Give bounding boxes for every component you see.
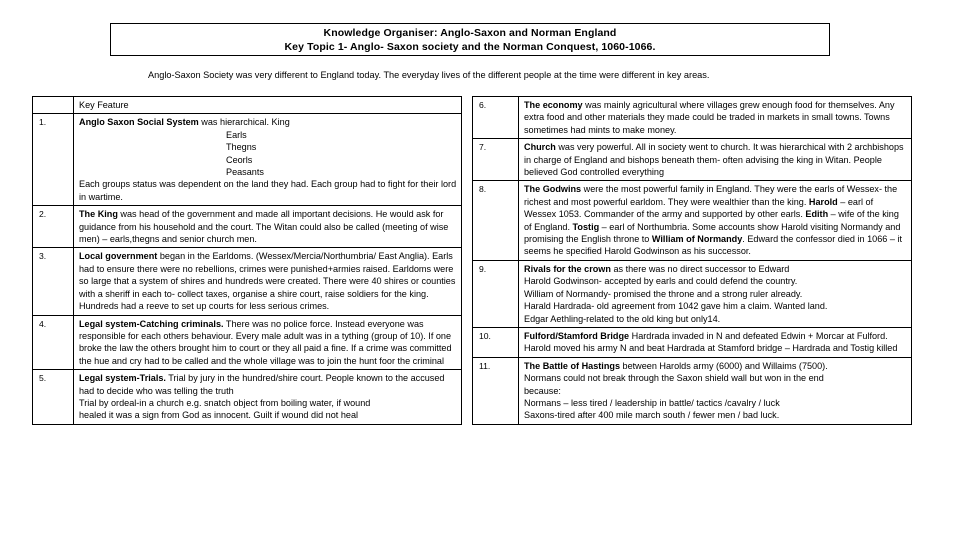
row-extra-line: William of Normandy- promised the throne and a strong ruler already.	[524, 288, 803, 299]
row-extra-line: Harald Hardrada- old agreement from 1042 gave him a claim. Wanted land.	[524, 301, 828, 312]
row-extra-line: Trial by ordeal-in a church e.g. snatch object from boiling water, if wound	[79, 397, 371, 408]
row-content	[519, 97, 912, 139]
table-row	[473, 260, 912, 327]
row-number: 9.	[473, 260, 519, 327]
table-row	[33, 206, 462, 248]
left-table-body	[33, 97, 462, 425]
title-line-2: Key Topic 1- Anglo- Saxon society and the Norman Conquest, 1060-1066.	[284, 40, 656, 53]
row-number: 8.	[473, 181, 519, 260]
row-content	[74, 315, 462, 370]
row-body: There was no police force. Instead everyone was responsible for each others behaviour. Every male adult was in a tything (group of 10). If one broke the law the others brought him to court or they all paid a fine. If a crime was committed the hue and cry had to be called and the whole village was to join the hunt foor the criminal	[79, 318, 452, 366]
row-rich-text	[524, 184, 902, 256]
row-number: 3.	[33, 248, 74, 315]
row-lead-group: Legal system-Trials. Trial by jury in the hundred/shire court. People known to the accused had to decide who was telling the truth	[79, 373, 445, 396]
row-body: was very powerful. All in society went to church. It was hierarchical with 2 archbishops in charge of England and bishops beneath them- often advising the king in Witan. People believed God controlled everything	[524, 142, 904, 178]
row-number: 6.	[473, 97, 519, 139]
row-number: 1.	[33, 114, 74, 206]
row-text-run: – earl of Northumbria. Some accounts show Harold visiting Normandy and promising the English throne to	[524, 221, 901, 245]
row-tail: Each groups status was dependent on the land they had. Each group had to fight for their lord in wartime.	[79, 179, 457, 202]
key-feature-table-right	[472, 96, 912, 425]
header-cell-key-feature: Key Feature	[74, 97, 462, 114]
row-extra-line: because:	[524, 385, 561, 396]
row-lead: The King	[79, 209, 118, 220]
row-bold-term: Tostig	[572, 221, 600, 232]
header-cell-number	[33, 97, 74, 114]
row-text-run: – wife of the king of England.	[524, 209, 899, 232]
row-lead: The economy	[524, 100, 583, 110]
table-row	[33, 114, 462, 206]
row-content	[74, 114, 462, 206]
row-content	[74, 370, 462, 425]
row-number: 7.	[473, 139, 519, 181]
right-table-body	[473, 97, 912, 425]
table-row	[473, 139, 912, 181]
row-content	[519, 357, 912, 424]
row-content	[519, 139, 912, 181]
row-number: 11.	[473, 357, 519, 424]
row-lead: Legal system-Catching criminals.	[79, 318, 224, 329]
row-lead: Anglo Saxon Social System was hierarchical. King	[79, 117, 290, 128]
list-item: Thegns	[226, 142, 257, 153]
row-body: Hardrada invaded in N and defeated Edwin + Morcar at Fulford. Harold moved his army N and beat Hardrada at Stamford bridge – Hardrada and Tostig killed	[524, 330, 898, 354]
row-extra-line: Edgar Aethling-related to the old king but only14.	[524, 313, 721, 324]
row-lead: Church	[524, 142, 556, 153]
row-lead-group: Rivals for the crown as there was no direct successor to Edward	[524, 263, 790, 274]
table-row	[473, 327, 912, 357]
list-item: Peasants	[226, 167, 264, 178]
row-extra-line: Normans – less tired / leadership in battle/ tactics /cavalry / luck	[524, 397, 780, 408]
list-item: Ceorls	[226, 154, 253, 165]
row-number: 10.	[473, 327, 519, 357]
row-bold-term: Harold	[808, 196, 838, 207]
row-lead-group: The Battle of Hastings between Harolds army (6000) and Willaims (7500).	[524, 360, 828, 371]
table-header-row	[33, 97, 462, 114]
row-text-run: . Edward the confessor died in 1066 – it seems he specified Harold Godwinson as his successor.	[524, 234, 903, 257]
table-row	[473, 97, 912, 139]
table-row	[33, 370, 462, 425]
row-content	[519, 327, 912, 357]
title-banner	[110, 23, 830, 56]
row-number: 5.	[33, 370, 74, 425]
key-feature-table-left	[32, 96, 462, 425]
row-content	[519, 260, 912, 327]
row-content	[519, 181, 912, 260]
row-bold-term: William of Normandy	[651, 234, 743, 245]
row-text-run: – earl of Wessex 1053. Commander of the army and supported by other earls.	[524, 196, 874, 220]
intro-text: Anglo-Saxon Society was very different to England today. The everyday lives of the different people at the time were different in key areas.	[148, 70, 710, 80]
social-hierarchy-list	[79, 129, 457, 179]
list-item: Earls	[226, 129, 247, 140]
row-text-run: were the most powerful family in England. They were the earls of Wessex- the richest and most powerful earldom. They were wealthier than the king.	[524, 184, 898, 207]
row-bold-term: Edith	[805, 209, 829, 220]
row-extra-line: Normans could not break through the Saxon shield wall but won in the end	[524, 373, 824, 384]
row-body: was mainly agricultural where villages grew enough food for themselves. Any extra food and other materials they made could be traded in markets in small towns. Towns sometimes had mints to make money.	[524, 100, 895, 135]
table-row	[473, 357, 912, 424]
table-row	[473, 181, 912, 260]
row-extra-line: Saxons-tired after 400 mile march south / fewer men / bad luck.	[524, 410, 780, 421]
table-row	[33, 248, 462, 315]
row-bold-term: The Godwins	[524, 184, 582, 195]
row-body: began in the Earldoms. (Wessex/Mercia/Northumbria/ East Anglia). Earls had to ensure there were no rebellions, crimes were punished+armies raised. Earldoms were so large that a system of shires and hundreds were created. There were 40 shires or counties with a sheriff in each to- collect taxes, organise a shire court, raise soldiers for the king. Hundreds had a reeve to set up courts for less serious crimes.	[79, 251, 456, 312]
title-line-1: Knowledge Organiser: Anglo-Saxon and Norman England	[323, 26, 617, 39]
row-content	[74, 206, 462, 248]
row-lead: Local government	[79, 251, 158, 262]
table-row	[33, 315, 462, 370]
row-body: was head of the government and made all important decisions. He would ask for guidance from his household and the court. The Witan could also be called (meeting of wise men) – earls,thegns and senior church men.	[79, 209, 449, 245]
row-content	[74, 248, 462, 315]
row-extra-line: healed it was a sign from God as innocent. Guilt if wound did not heal	[79, 410, 359, 421]
row-lead: Fulford/Stamford Bridge	[524, 330, 630, 341]
row-number: 2.	[33, 206, 74, 248]
row-extra-line: Harold Godwinson- accepted by earls and could defend the country.	[524, 276, 798, 287]
row-number: 4.	[33, 315, 74, 370]
